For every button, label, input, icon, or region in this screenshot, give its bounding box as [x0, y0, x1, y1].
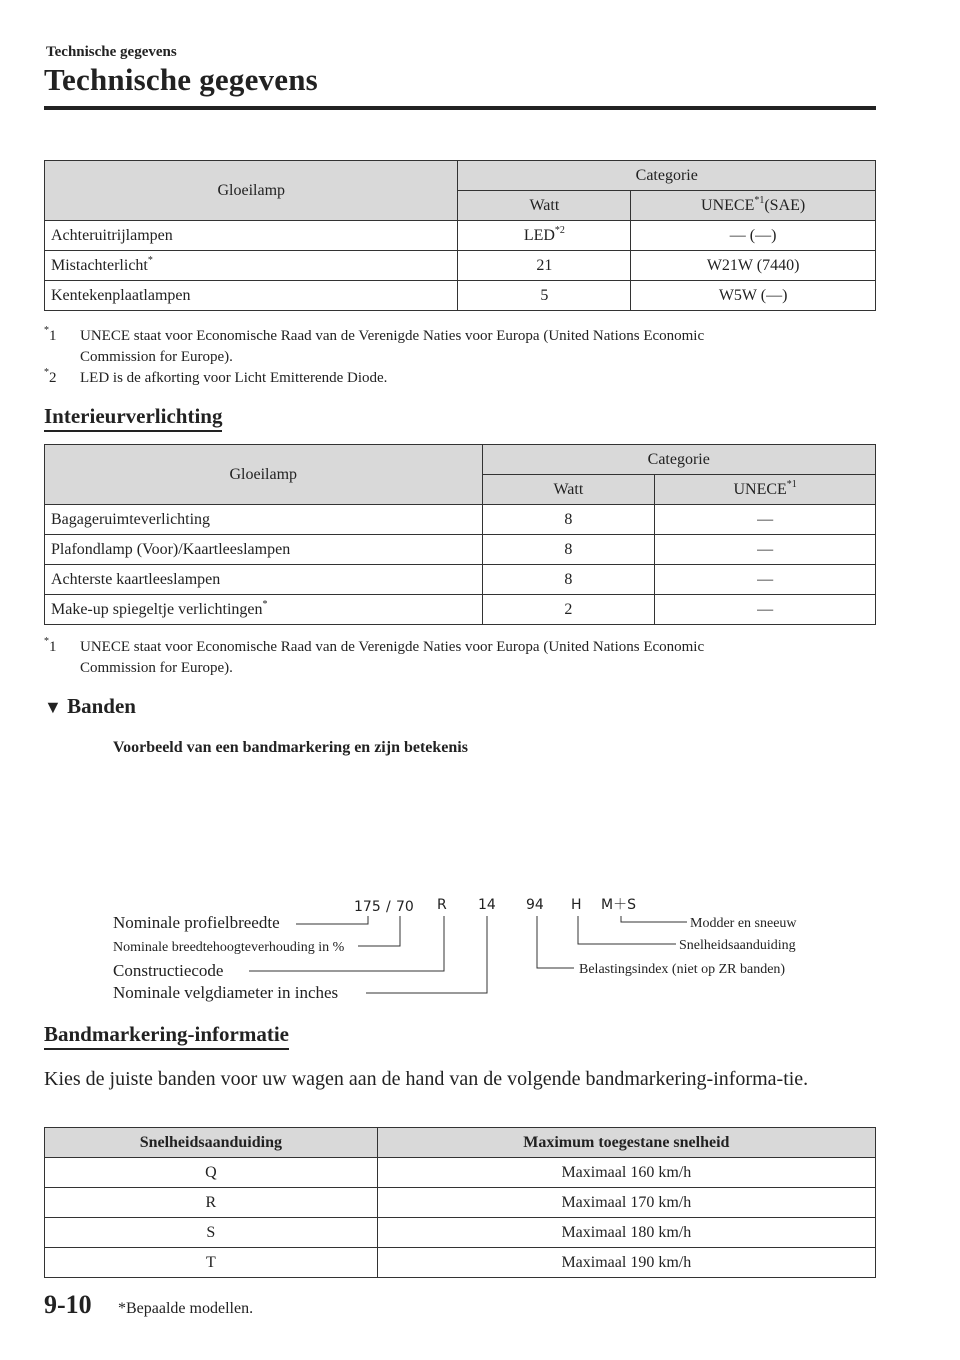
interior-bulb-table: [44, 444, 876, 625]
tire-marking-info-heading: Bandmarkering-informatie: [44, 1022, 289, 1050]
footnote: *2 LED is de afkorting voor Licht Emitterende Diode.: [44, 367, 388, 386]
triangle-down-icon: ▼: [44, 697, 62, 717]
col-header-speed-symbol: Snelheidsaanduiding: [45, 1128, 378, 1158]
page-number: 9-10: [44, 1290, 92, 1319]
table-row: Mistachterlicht* 21 W21W (7440): [45, 251, 876, 281]
table-row: Plafondlamp (Voor)/Kaartleeslampen 8 —: [45, 535, 876, 565]
table-row: Make-up spiegeltje verlichtingen* 2 —: [45, 595, 876, 625]
leader-line: [621, 916, 687, 922]
table-row: S Maximaal 180 km/h: [45, 1218, 876, 1248]
footnotes-interior: [44, 637, 884, 679]
footnote: *1 UNECE staat voor Economische Raad van de Verenigde Naties voor Europa (United Nations Economic: [44, 636, 705, 655]
label-speed-symbol: Snelheidsaanduiding: [679, 938, 796, 953]
header-rule: [44, 106, 876, 110]
footnote-continuation: Commission for Europe).: [80, 660, 233, 676]
code-construction: R: [437, 897, 447, 913]
footnote: *1 UNECE staat voor Economische Raad van de Verenigde Naties voor Europa (United Nations Economic: [44, 325, 705, 344]
col-header-unece: UNECE$^{*1}$(SAE): [631, 191, 876, 221]
leader-line: [578, 916, 676, 944]
code-slash: /: [386, 899, 391, 915]
code-mud-snow: M＋S: [601, 897, 636, 913]
col-header-bulb: Gloeilamp: [45, 445, 483, 505]
col-header-watt: Watt: [482, 475, 655, 505]
table-row: R Maximaal 170 km/h: [45, 1188, 876, 1218]
footer-note: *Bepaalde modellen.: [118, 1300, 254, 1317]
code-width: 175: [354, 899, 381, 915]
table-row: Q Maximaal 160 km/h: [45, 1158, 876, 1188]
tire-marking-paragraph: Kies de juiste banden voor uw wagen aan de hand van de volgende bandmarkering-informa-tie.: [44, 1068, 809, 1090]
footnote-continuation: Commission for Europe).: [80, 349, 233, 365]
col-header-category: Categorie: [458, 161, 876, 191]
label-aspect-ratio: Nominale breedtehoogteverhouding in %: [113, 940, 345, 955]
leader-line: [537, 916, 574, 968]
col-header-bulb: Gloeilamp: [45, 161, 458, 221]
label-rim-diameter: Nominale velgdiameter in inches: [113, 983, 339, 1002]
table-row: Bagageruimteverlichting 8 —: [45, 505, 876, 535]
table-row: Achterste kaartleeslampen 8 —: [45, 565, 876, 595]
label-construction: Constructiecode: [113, 961, 224, 980]
label-mud-snow: Modder en sneeuw: [690, 916, 797, 931]
code-speed-symbol: H: [571, 897, 582, 913]
tires-heading: ▼ Banden: [44, 694, 136, 718]
col-header-max-speed: Maximum toegestane snelheid: [377, 1128, 875, 1158]
footnotes-exterior: [44, 326, 884, 389]
table-row: T Maximaal 190 km/h: [45, 1248, 876, 1278]
section-label: Technische gegevens: [46, 44, 177, 60]
leader-line: [358, 916, 400, 946]
code-diameter: 14: [478, 897, 496, 913]
col-header-watt: Watt: [458, 191, 631, 221]
interior-lighting-heading: Interieurverlichting: [44, 404, 222, 432]
label-load-index: Belastingsindex (niet op ZR banden): [579, 962, 786, 977]
speed-rating-table: [44, 1127, 876, 1278]
leader-line: [296, 916, 368, 924]
exterior-bulb-table: [44, 160, 876, 311]
code-ratio: 70: [396, 899, 414, 915]
label-section-width: Nominale profielbreedte: [113, 913, 280, 932]
table-row: Achteruitrijlampen LED$^{*2}$ — (—): [45, 221, 876, 251]
tire-marking-diagram: [44, 880, 876, 1010]
table-row: Kentekenplaatlampen 5 W5W (—): [45, 281, 876, 311]
tire-example-title: Voorbeeld van een bandmarkering en zijn betekenis: [113, 739, 468, 756]
code-load-index: 94: [526, 897, 544, 913]
col-header-category: Categorie: [482, 445, 876, 475]
leader-line: [366, 916, 487, 993]
page-title: Technische gegevens: [44, 62, 318, 97]
col-header-unece: UNECE$^{*1}$: [655, 475, 876, 505]
